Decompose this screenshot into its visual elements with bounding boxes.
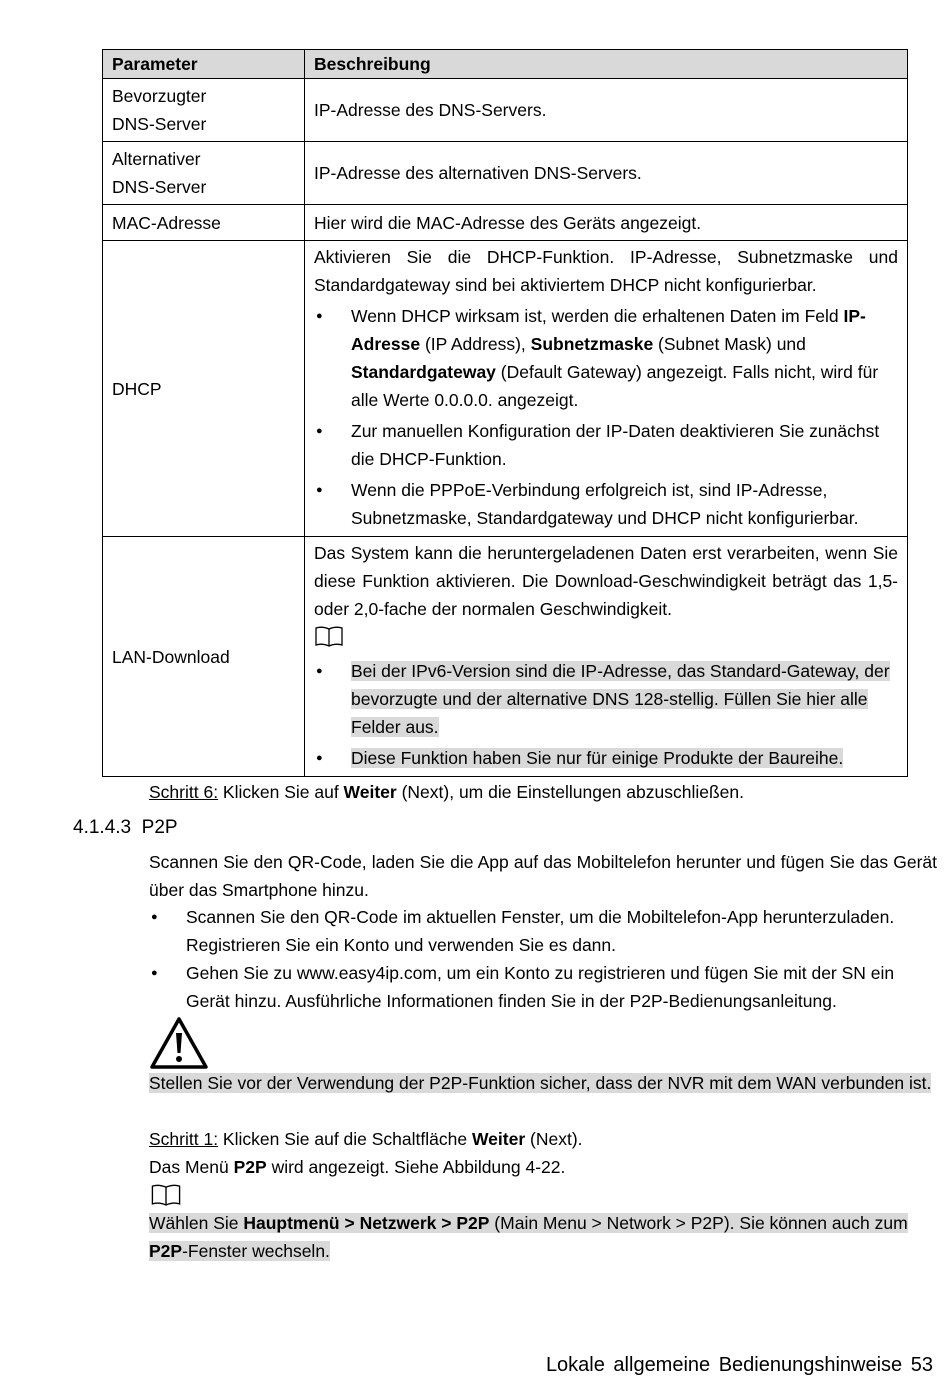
list-item: ● Diese Funktion haben Sie nur für einige Produkte der Baureihe.: [314, 744, 898, 772]
table-header-row: [103, 50, 908, 79]
desc-cell: Hier wird die MAC-Adresse des Geräts angezeigt.: [305, 205, 908, 241]
table-row: [103, 79, 908, 142]
list-item: ● Bei der IPv6-Version sind die IP-Adresse, das Standard-Gateway, der bevorzugte und der alternative DNS 128-stellig. Füllen Sie hier alle Felder aus.: [314, 657, 898, 741]
param-cell: DHCP: [103, 241, 305, 537]
param-cell: Bevorzugter DNS-Server: [103, 79, 305, 142]
page-number: 53: [910, 1354, 933, 1376]
list-item: ● Gehen Sie zu www.easy4ip.com, um ein Konto zu registrieren und fügen Sie mit der SN ein Gerät hinzu. Ausführliche Informationen finden Sie in der P2P-Bedienungsanleitung.: [149, 959, 937, 1015]
footer-text: Lokale allgemeine Bedienungshinweise: [545, 1354, 903, 1376]
table-row: [103, 537, 908, 777]
section-heading: 4.1.4.3 P2P: [73, 817, 178, 838]
list-item: ● Scannen Sie den QR-Code im aktuellen Fenster, um die Mobiltelefon-App herunterzuladen. Registrieren Sie ein Konto und verwenden Sie es dann.: [149, 903, 937, 959]
header-parameter: Parameter: [103, 50, 305, 79]
parameter-table: [102, 49, 908, 777]
p2p-bullets: [149, 903, 937, 1015]
dhcp-intro: Aktivieren Sie die DHCP-Funktion. IP-Adresse, Subnetzmaske und Standardgateway sind bei aktiviertem DHCP nicht konfigurierbar.: [314, 247, 898, 295]
param-cell: LAN-Download: [103, 537, 305, 777]
list-item: ● Wenn DHCP wirksam ist, werden die erhaltenen Daten im Feld IP-Adresse (IP Address), Subnetzmaske (Subnet Mask) und Standardgateway (Default Gateway) angezeigt. Falls nicht, wird für alle Werte 0.0.0.0. angezeigt.: [314, 302, 898, 414]
desc-cell: [305, 537, 908, 777]
lan-intro: Das System kann die heruntergeladenen Daten erst verarbeiten, wenn Sie diese Funktion aktivieren. Die Download-Geschwindigkeit beträgt das 1,5- oder 2,0-fache der normalen Geschwindigkeit.: [314, 543, 898, 619]
step-6: Schritt 6: Klicken Sie auf Weiter (Next), um die Einstellungen abzuschließen.: [149, 782, 744, 802]
book-note-icon: [314, 625, 344, 647]
list-item: ● Wenn die PPPoE-Verbindung erfolgreich ist, sind IP-Adresse, Subnetzmaske, Standardgateway und DHCP nicht konfigurierbar.: [314, 476, 898, 532]
header-description: Beschreibung: [305, 50, 908, 79]
warning-icon: [149, 1016, 209, 1070]
param-cell: Alternativer DNS-Server: [103, 142, 305, 205]
param-cell: MAC-Adresse: [103, 205, 305, 241]
menu-line: Das Menü P2P wird angezeigt. Siehe Abbildung 4-22.: [149, 1157, 566, 1177]
table-row: [103, 205, 908, 241]
table-row: [103, 241, 908, 537]
desc-cell: IP-Adresse des DNS-Servers.: [305, 79, 908, 142]
note-text: Wählen Sie Hauptmenü > Netzwerk > P2P (Main Menu > Network > P2P). Sie können auch zum P2P-Fenster wechseln.: [149, 1213, 908, 1261]
table-row: [103, 142, 908, 205]
page-footer: [546, 1354, 933, 1377]
desc-cell: IP-Adresse des alternativen DNS-Servers.: [305, 142, 908, 205]
desc-cell: [305, 241, 908, 537]
warning-text: Stellen Sie vor der Verwendung der P2P-Funktion sicher, dass der NVR mit dem WAN verbunden ist.: [149, 1073, 932, 1093]
intro-paragraph: Scannen Sie den QR-Code, laden Sie die App auf das Mobiltelefon herunter und fügen Sie das Gerät über das Smartphone hinzu.: [149, 852, 937, 900]
book-note-icon: [150, 1183, 182, 1206]
step-1: Schritt 1: Klicken Sie auf die Schaltfläche Weiter (Next).: [149, 1129, 583, 1149]
list-item: ● Zur manuellen Konfiguration der IP-Daten deaktivieren Sie zunächst die DHCP-Funktion.: [314, 417, 898, 473]
